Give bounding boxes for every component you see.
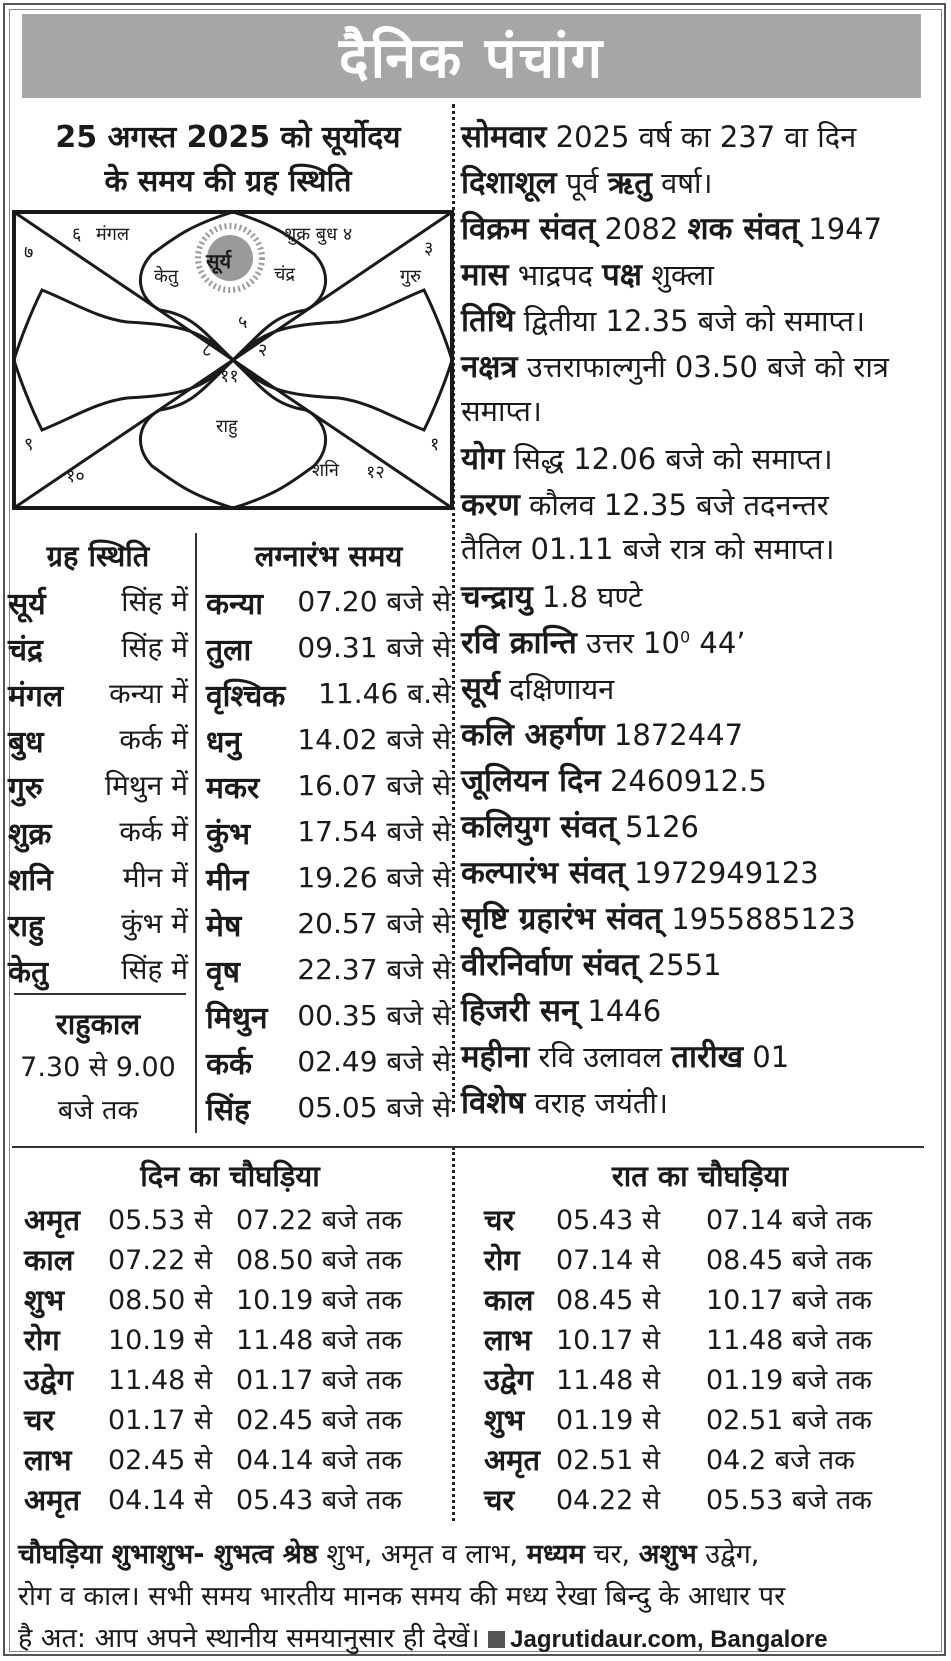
lagna-time: 02.49 बजे से <box>297 1045 451 1078</box>
choghadiya-from: 04.14 से <box>108 1485 213 1516</box>
choghadiya-to: 11.48 बजे तक <box>706 1325 873 1356</box>
panchang-value: उत्तराफाल्गुनी 03.50 बजे को रात्र <box>517 350 889 384</box>
panchang-key: पक्ष <box>602 257 642 293</box>
panchang-value: 1872447 <box>604 718 744 752</box>
lagna-time: 19.26 बजे से <box>297 861 451 894</box>
graha-sign: कुंभ में <box>121 907 188 940</box>
chart-heading-line-1: 25 अगस्त 2025 को सूर्योदय <box>55 120 401 155</box>
panchang-value: समाप्त। <box>461 394 542 428</box>
choghadiya-to: 01.17 बजे तक <box>236 1365 403 1396</box>
panchang-key: सूर्य <box>461 671 500 707</box>
lagna-rashi: धनु <box>206 725 242 760</box>
panchang-key: सृष्टि ग्रहारंभ संवत् <box>461 901 662 937</box>
lagna-row <box>206 720 451 766</box>
panchang-key: कलि अहर्गण <box>461 717 605 753</box>
house-num-7: ७ <box>24 242 34 263</box>
panchang-key: दिशाशूल <box>461 165 557 201</box>
panchang-line <box>461 897 941 939</box>
panchang-line <box>461 529 941 568</box>
choghadiya-from: 01.17 से <box>108 1405 213 1436</box>
panchang-line <box>461 805 941 847</box>
choghadiya-from: 04.22 से <box>556 1485 661 1516</box>
choghadiya-name: लाभ <box>484 1323 532 1357</box>
choghadiya-name: काल <box>24 1243 74 1277</box>
choghadiya-name: लाभ <box>24 1443 72 1477</box>
panchang-value: कौलव 12.35 बजे तदनन्तर <box>519 488 829 522</box>
house-num-5: ५ <box>238 312 248 333</box>
choghadiya-from: 08.50 से <box>108 1285 213 1316</box>
choghadiya-from: 11.48 से <box>556 1365 661 1396</box>
panchang-line <box>461 345 941 387</box>
lagna-row <box>206 628 451 674</box>
graha-sign: सिंह में <box>121 953 188 986</box>
night-choghadiya-heading: रात का चौघड़िया <box>611 1159 789 1193</box>
choghadiya-to: 08.45 बजे तक <box>706 1245 873 1276</box>
panchang-key: चन्द्रायु <box>461 579 533 615</box>
panchang-value: उत्तर 10 <box>576 626 680 660</box>
panchang-line <box>461 851 941 893</box>
choghadiya-from: 02.51 से <box>556 1445 661 1476</box>
square-icon <box>488 1631 505 1648</box>
panchang-value: 44’ <box>690 626 746 660</box>
panchang-key: कलियुग संवत् <box>461 809 616 845</box>
kundali-chart <box>12 210 454 510</box>
planet-guru: गुरु <box>400 266 421 287</box>
rahukaal-box <box>8 1003 188 1132</box>
panchang-value: वर्षा। <box>651 166 713 200</box>
panchang-line <box>461 437 941 479</box>
lagna-rashi: मेष <box>206 909 242 944</box>
rahukaal-suffix: बजे तक <box>57 1095 139 1126</box>
panchang-key: सोमवार <box>461 119 547 155</box>
graha-sign: सिंह में <box>121 631 188 664</box>
panchang-value: 1446 <box>578 994 662 1028</box>
panchang-value: 2551 <box>638 948 722 982</box>
lagna-time: 09.31 बजे से <box>297 631 451 664</box>
panchang-line <box>461 667 941 709</box>
rahukaal-heading: राहुकाल <box>55 1007 141 1041</box>
panchang-value: पूर्व <box>556 166 608 200</box>
lagna-heading: लग्नारंभ समय <box>254 539 403 573</box>
graha-planet: राहु <box>8 909 44 944</box>
panchang-key: मास <box>461 257 509 293</box>
lagna-row <box>206 766 451 812</box>
panchang-value: 2082 <box>595 212 688 246</box>
panchang-line <box>461 621 941 663</box>
choghadiya-divider <box>12 1146 924 1148</box>
rahukaal-time: 7.30 से 9.00 <box>20 1052 176 1083</box>
panchang-key: तारीख <box>671 1039 744 1075</box>
graha-sign: कर्क में <box>119 815 188 848</box>
lagna-row <box>206 582 451 628</box>
lagna-rashi: मीन <box>206 863 249 898</box>
lagna-time: 17.54 बजे से <box>297 815 451 848</box>
graha-planet: मंगल <box>8 679 64 714</box>
panchang-line <box>461 943 941 985</box>
panchang-key: वीरनिर्वाण संवत् <box>461 947 639 983</box>
planet-shani: शनि <box>312 460 339 481</box>
graha-row <box>8 674 188 720</box>
panchang-key: जूलियन दिन <box>461 763 601 799</box>
footer-line-1 <box>18 1534 933 1576</box>
lagna-row <box>206 1042 451 1088</box>
lagna-row <box>206 858 451 904</box>
degree-sign: 0 <box>679 627 691 647</box>
panchang-value: 1955885123 <box>661 902 856 936</box>
choghadiya-name: चर <box>484 1203 515 1237</box>
panchang-key: विक्रम संवत् <box>461 211 596 247</box>
choghadiya-to: 10.17 बजे तक <box>706 1285 873 1316</box>
panchang-value: भाद्रपद <box>508 258 603 292</box>
house-num-8: ८ <box>202 340 212 361</box>
title-bar <box>22 14 921 98</box>
graha-sign: मीन में <box>122 861 188 894</box>
lagna-time: 20.57 बजे से <box>297 907 451 940</box>
panchang-line <box>461 483 941 525</box>
choghadiya-from: 05.53 से <box>108 1205 213 1236</box>
lagna-row <box>206 950 451 996</box>
kundali-house-left <box>14 290 233 430</box>
panchang-line <box>461 713 941 755</box>
footer-line-2: रोग व काल। सभी समय भारतीय मानक समय की मध्य रेखा बिन्दु के आधार पर <box>18 1581 786 1612</box>
panchang-line <box>461 1035 941 1077</box>
panchang-line <box>461 989 941 1031</box>
choghadiya-from: 10.17 से <box>556 1325 661 1356</box>
lagna-rashi: तुला <box>206 633 252 668</box>
graha-sign: कर्क में <box>119 723 188 756</box>
footer-bold: अशुभ <box>638 1539 697 1570</box>
panchang-value: 1947 <box>799 212 883 246</box>
lagna-row <box>206 996 451 1042</box>
choghadiya-to: 07.14 बजे तक <box>706 1205 873 1236</box>
graha-planet: शुक्र <box>8 817 52 852</box>
graha-row <box>8 582 188 628</box>
lagna-rashi: कर्क <box>206 1047 253 1082</box>
panchang-key: शक संवत् <box>687 211 800 247</box>
choghadiya-to: 02.45 बजे तक <box>236 1405 403 1436</box>
graha-row <box>8 858 188 904</box>
panchang-value: सिद्ध 12.06 बजे को समाप्त। <box>504 442 833 476</box>
panchang-key: विशेष <box>461 1085 526 1121</box>
choghadiya-to: 02.51 बजे तक <box>706 1405 873 1436</box>
choghadiya-from: 02.45 से <box>108 1445 213 1476</box>
lagna-time: 16.07 बजे से <box>297 769 451 802</box>
choghadiya-to: 05.53 बजे तक <box>706 1485 873 1516</box>
left-column-divider <box>195 533 197 1133</box>
house-num-2: २ <box>258 340 268 361</box>
lagna-row <box>206 1088 451 1134</box>
lagna-rashi: वृश्चिक <box>206 679 286 714</box>
choghadiya-name: अमृत <box>24 1483 81 1517</box>
graha-sign: सिंह में <box>121 585 188 618</box>
graha-planet: बुध <box>8 725 44 760</box>
panchang-value: वराह जयंती। <box>525 1086 668 1120</box>
panchang-key: तिथि <box>461 303 515 339</box>
column-separator-bottom <box>452 1147 455 1521</box>
choghadiya-name: रोग <box>484 1243 520 1277</box>
lagna-time: 07.20 बजे से <box>297 585 451 618</box>
lagna-row <box>206 674 451 720</box>
panchang-line <box>461 207 941 249</box>
page-title: दैनिक पंचांग <box>338 26 605 91</box>
panchang-key: कल्पारंभ संवत् <box>461 855 625 891</box>
graha-planet: चंद्र <box>8 633 43 668</box>
footer-text: उद्वेग, <box>696 1539 760 1570</box>
choghadiya-to: 11.48 बजे तक <box>236 1325 403 1356</box>
panchang-key: रवि क्रान्ति <box>461 625 577 661</box>
choghadiya-to: 04.14 बजे तक <box>236 1445 403 1476</box>
panchang-line <box>461 391 941 430</box>
lagna-time: 11.46 ब.से <box>318 677 451 710</box>
house-num-11: ११ <box>220 366 239 387</box>
panchang-key: हिजरी सन् <box>461 993 579 1029</box>
choghadiya-from: 08.45 से <box>556 1285 661 1316</box>
panchang-line <box>461 253 941 295</box>
panchang-value: तैतिल 01.11 बजे रात्र को समाप्त। <box>461 532 835 566</box>
choghadiya-name: उद्वेग <box>24 1363 73 1397</box>
choghadiya-from: 07.22 से <box>108 1245 213 1276</box>
choghadiya-name: चर <box>24 1403 55 1437</box>
graha-sign: कन्या में <box>109 677 188 710</box>
choghadiya-to: 07.22 बजे तक <box>236 1205 403 1236</box>
house-num-10: १० <box>66 466 85 487</box>
panchang-value: 1.8 घण्टे <box>532 580 643 614</box>
graha-planet: सूर्य <box>8 587 46 622</box>
panchang-value: रवि उलावल <box>529 1040 672 1074</box>
graha-row <box>8 766 188 812</box>
panchang-key: योग <box>461 441 505 477</box>
house-num-12: १२ <box>366 462 385 483</box>
panchang-value: दक्षिणायन <box>499 672 615 706</box>
choghadiya-to: 04.2 बजे तक <box>706 1445 855 1476</box>
lagna-rashi: कन्या <box>206 587 264 622</box>
house-num-9: ९ <box>24 434 34 455</box>
choghadiya-to: 10.19 बजे तक <box>236 1285 403 1316</box>
panchang-line <box>461 115 941 157</box>
brand-text: Jagrutidaur.com, Bangalore <box>510 1626 828 1653</box>
panchang-line <box>461 759 941 801</box>
choghadiya-from: 11.48 से <box>108 1365 213 1396</box>
graha-planet: गुरु <box>8 771 43 806</box>
chart-heading <box>12 116 444 204</box>
choghadiya-name: रोग <box>24 1323 60 1357</box>
lagna-row <box>206 904 451 950</box>
graha-planet: केतु <box>8 955 49 990</box>
day-choghadiya-heading: दिन का चौघड़िया <box>140 1159 320 1193</box>
choghadiya-from: 10.19 से <box>108 1325 213 1356</box>
choghadiya-name: अमृत <box>484 1443 541 1477</box>
panchang-value: 2025 वर्ष का 237 वा दिन <box>546 120 857 154</box>
footer-text: शुभ, अमृत व लाभ, <box>317 1539 527 1570</box>
panchang-value: 5126 <box>615 810 699 844</box>
panchang-key: ऋतु <box>607 165 652 201</box>
lagna-time: 00.35 बजे से <box>297 999 451 1032</box>
planet-ketu: केतु <box>154 266 179 287</box>
footer-line-3 <box>18 1618 933 1661</box>
lagna-time: 22.37 बजे से <box>297 953 451 986</box>
panchang-key: महीना <box>461 1039 530 1075</box>
house-num-6: ६ <box>72 224 82 245</box>
panchang-value: शुक्ला <box>641 258 714 292</box>
footer-text: चर, <box>584 1539 639 1570</box>
choghadiya-to: 05.43 बजे तक <box>236 1485 403 1516</box>
panchang-value: द्वितीया 12.35 बजे को समाप्त। <box>514 304 865 338</box>
graha-row <box>8 904 188 950</box>
graha-sthiti-heading: ग्रह स्थिति <box>46 539 150 573</box>
panchang-line <box>461 575 941 617</box>
panchang-value: 2460912.5 <box>600 764 767 798</box>
lagna-rashi: कुंभ <box>206 817 251 852</box>
choghadiya-from: 05.43 से <box>556 1205 661 1236</box>
graha-sign: मिथुन में <box>104 769 188 802</box>
graha-row <box>8 812 188 858</box>
choghadiya-from: 07.14 से <box>556 1245 661 1276</box>
graha-row <box>8 720 188 766</box>
planet-surya: सूर्य <box>206 249 232 273</box>
choghadiya-name: शुभ <box>484 1403 525 1437</box>
planet-chandra: चंद्र <box>274 264 295 285</box>
planet-mangal: मंगल <box>96 224 130 245</box>
footer-bold: चौघड़िया शुभाशुभ- शुभत्व श्रेष्ठ <box>18 1539 318 1570</box>
chart-heading-line-2: के समय की ग्रह स्थिति <box>104 164 352 199</box>
panchang-line <box>461 161 941 203</box>
planet-shukra-budh: शुक्र बुध ४ <box>284 224 353 245</box>
house-num-1: १ <box>430 434 440 455</box>
panchang-key: करण <box>461 487 520 523</box>
choghadiya-name: उद्वेग <box>484 1363 533 1397</box>
brand-credit <box>488 1626 827 1653</box>
panchang-value: 01 <box>743 1040 790 1074</box>
panchang-key: नक्षत्र <box>461 349 518 385</box>
planet-rahu: राहु <box>216 416 238 437</box>
choghadiya-from: 01.19 से <box>556 1405 661 1436</box>
graha-planet: शनि <box>8 863 53 898</box>
house-num-3: ३ <box>424 238 434 259</box>
lagna-rashi: सिंह <box>206 1093 250 1128</box>
choghadiya-name: अमृत <box>24 1203 81 1237</box>
graha-row <box>8 950 188 996</box>
choghadiya-name: काल <box>484 1283 534 1317</box>
panchang-line <box>461 299 941 341</box>
lagna-rashi: मिथुन <box>206 1001 268 1036</box>
footer-bold: मध्यम <box>526 1539 585 1570</box>
choghadiya-name: चर <box>484 1483 515 1517</box>
footer-text: है अत: आप अपने स्थानीय समयानुसार ही देखें। <box>18 1623 480 1654</box>
lagna-time: 05.05 बजे से <box>297 1091 451 1124</box>
choghadiya-name: शुभ <box>24 1283 65 1317</box>
choghadiya-to: 08.50 बजे तक <box>236 1245 403 1276</box>
panchang-line <box>461 1081 941 1123</box>
lagna-time: 14.02 बजे से <box>297 723 451 756</box>
panchang-value: 1972949123 <box>624 856 819 890</box>
lagna-rashi: मकर <box>206 771 260 806</box>
lagna-rashi: वृष <box>206 955 241 990</box>
graha-row <box>8 628 188 674</box>
footer-note <box>18 1534 933 1661</box>
choghadiya-to: 01.19 बजे तक <box>706 1365 873 1396</box>
lagna-row <box>206 812 451 858</box>
